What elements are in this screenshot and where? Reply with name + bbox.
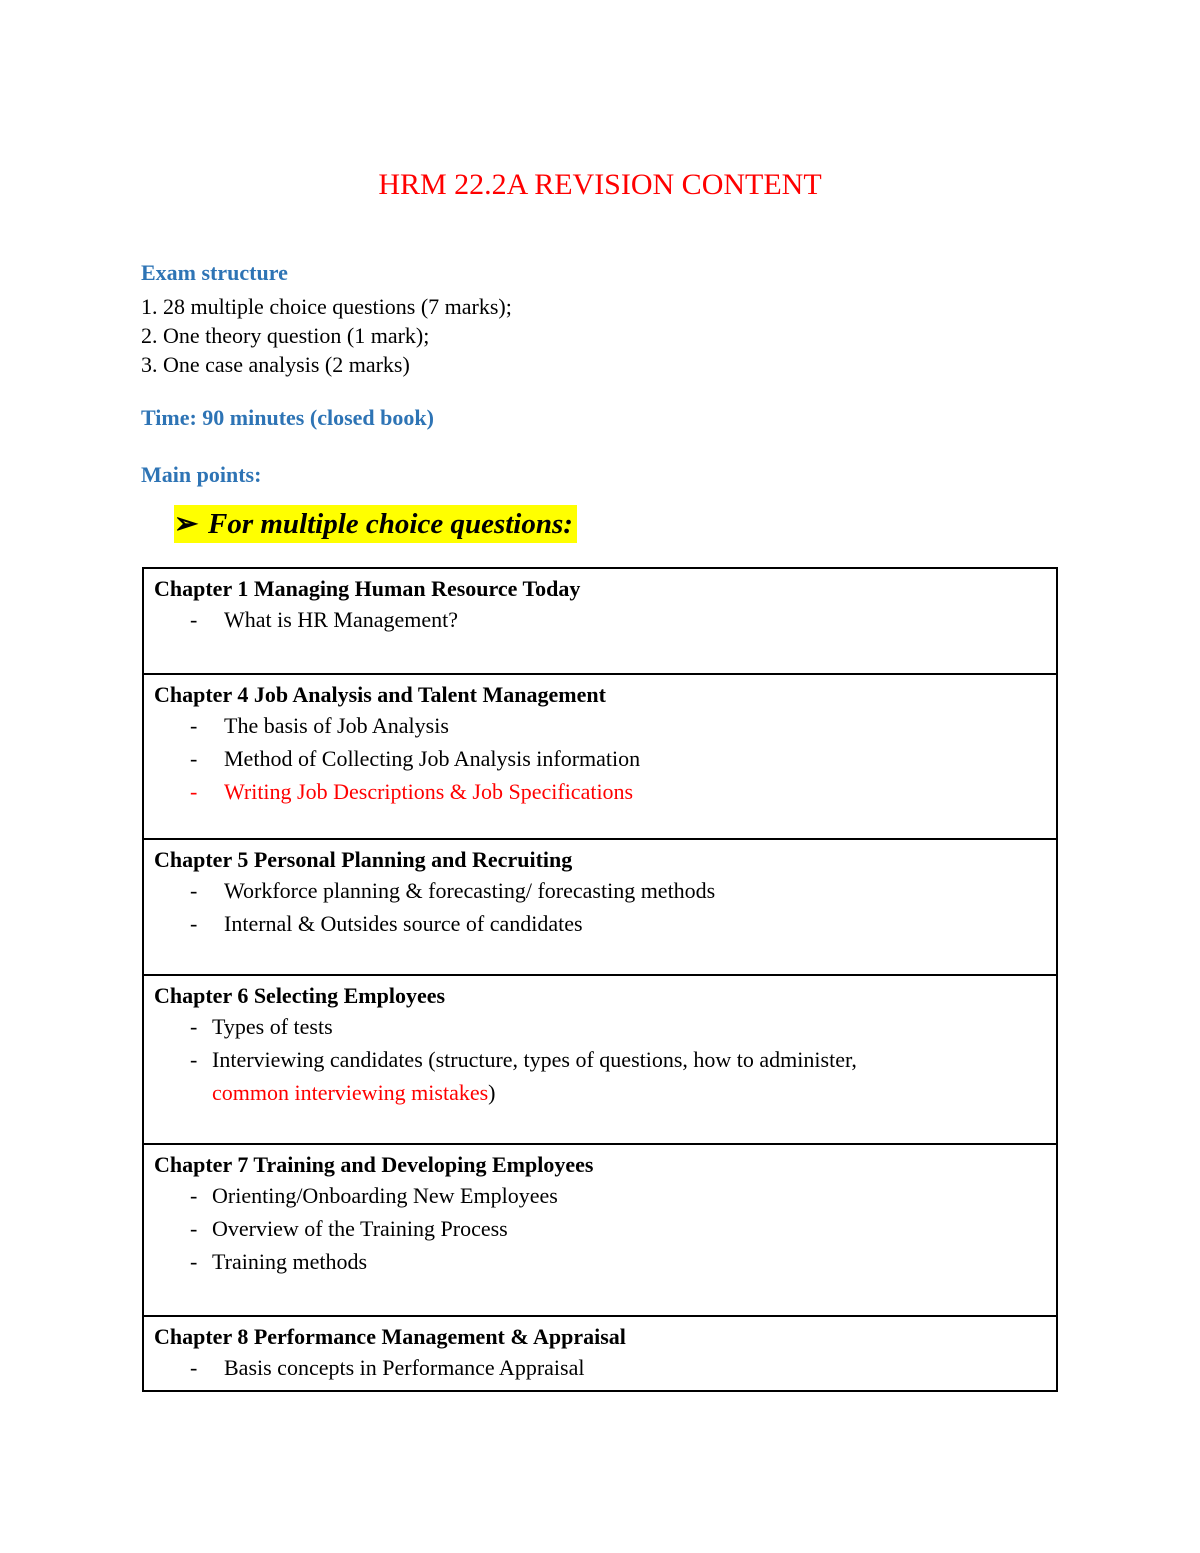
chapter-row-6 [144,974,1056,1143]
topic-item [154,1043,1056,1076]
topic-item [154,1351,1056,1384]
mcq-heading-text: For multiple choice questions: [208,508,573,540]
topic-item [154,709,1056,742]
chapter-title: Chapter 5 Personal Planning and Recruiting [154,847,573,872]
exam-structure-item: 2. One theory question (1 mark); [141,323,430,348]
topic-item [154,907,1056,940]
exam-structure-item: 3. One case analysis (2 marks) [141,352,410,377]
topic-text: Overview of the Training Process [212,1216,508,1241]
main-points-heading: Main points: [141,462,262,487]
mcq-heading [174,505,577,543]
topic-continuation [154,1076,1056,1109]
dash-bullet: - [190,1355,198,1380]
topic-item [154,1010,1056,1043]
topic-text: Method of Collecting Job Analysis information [224,746,641,771]
dash-bullet: - [190,911,198,936]
topic-text: Basis concepts in Performance Appraisal [224,1355,585,1380]
highlighted-text: common interviewing mistakes [212,1080,489,1105]
topic-text: Training methods [212,1249,368,1274]
dash-bullet: - [190,779,198,804]
topic-item [154,874,1056,907]
exam-time: Time: 90 minutes (closed book) [141,405,434,430]
topic-item [154,1179,1056,1212]
chapter-title: Chapter 7 Training and Developing Employees [154,1152,594,1177]
chapter-row-7 [144,1143,1056,1315]
closing-paren: ) [488,1080,496,1105]
topic-item [154,603,1056,636]
page-title: HRM 22.2A REVISION CONTENT [378,168,822,201]
chapter-title: Chapter 8 Performance Management & Appraisal [154,1324,626,1349]
topic-item [154,1245,1056,1278]
arrow-bullet-icon: ➢ [174,508,199,540]
chapter-title: Chapter 4 Job Analysis and Talent Management [154,682,606,707]
chapter-table [142,567,1058,1392]
topic-text: Orienting/Onboarding New Employees [212,1183,558,1208]
topic-text: Workforce planning & forecasting/ forecasting methods [224,878,716,903]
topic-text: The basis of Job Analysis [224,713,449,738]
chapter-row-4 [144,673,1056,838]
dash-bullet: - [190,607,198,632]
dash-bullet: - [190,1216,198,1241]
dash-bullet: - [190,1249,198,1274]
dash-bullet: - [190,713,198,738]
exam-structure-heading: Exam structure [141,260,288,285]
topic-item [154,742,1056,775]
topic-text: Interviewing candidates (structure, types of questions, how to administer, [212,1047,857,1072]
topic-text: Types of tests [212,1014,333,1039]
topic-text: Internal & Outsides source of candidates [224,911,583,936]
chapter-title: Chapter 1 Managing Human Resource Today [154,576,581,601]
topic-item [154,1212,1056,1245]
exam-structure-item: 1. 28 multiple choice questions (7 marks); [141,294,512,319]
dash-bullet: - [190,1183,198,1208]
dash-bullet: - [190,878,198,903]
topic-text: Writing Job Descriptions & Job Specifications [224,779,634,804]
exam-structure-list [141,292,512,379]
dash-bullet: - [190,746,198,771]
chapter-row-8 [144,1315,1056,1390]
dash-bullet: - [190,1014,198,1039]
chapter-title: Chapter 6 Selecting Employees [154,983,446,1008]
dash-bullet: - [190,1047,198,1072]
topic-text: What is HR Management? [224,607,458,632]
topic-item-highlighted [154,775,1056,808]
chapter-row-5 [144,838,1056,974]
chapter-row-1 [144,569,1056,673]
